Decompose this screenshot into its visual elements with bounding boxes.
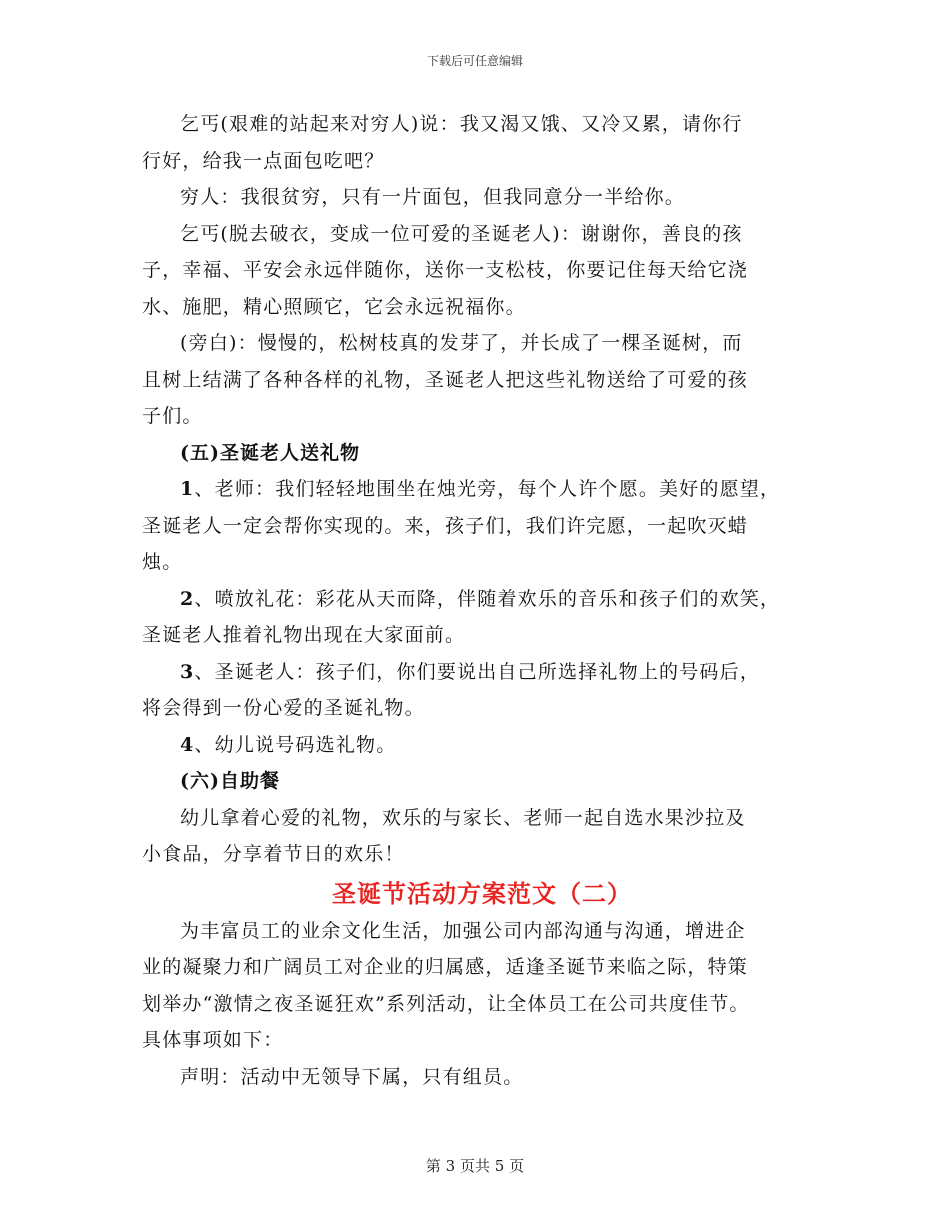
item-text: 、老师：我们轻轻地围坐在烛光旁，每个人许个愿。美好的愿望，: [194, 478, 781, 500]
paragraph-line: 穷人：我很贫穷，只有一片面包，但我同意分一半给你。: [180, 186, 686, 208]
paragraph-line: 划举办“激情之夜圣诞狂欢”系列活动，让全体员工在公司共度佳节。: [142, 992, 750, 1015]
paragraph-line: 子们。: [142, 405, 203, 427]
paragraph-line: 为丰富员工的业余文化生活，加强公司内部沟通与沟通，增进企: [180, 919, 746, 942]
paragraph: [142, 179, 822, 216]
paragraph-line: 小食品，分享着节日的欢乐！: [142, 843, 405, 865]
item-number: 4: [180, 733, 195, 756]
paragraph-line: 烛。: [142, 551, 183, 573]
paragraph-line: 乞丐(艰难的站起来对穷人)说：我又渴又饿、又冷又累，请你行: [180, 113, 743, 135]
document-body: [142, 106, 822, 1095]
paragraph-line: 行好，给我一点面包吃吧？: [142, 149, 385, 172]
paragraph-line: 子，幸福、平安会永远伴随你，送你一支松枝，你要记住每天给它浇: [142, 259, 749, 281]
item-text: 、圣诞老人：孩子们，你们要说出自己所选择礼物上的号码后，: [194, 660, 761, 683]
paragraph-line: 水、施肥，精心照顾它，它会永远祝福你。: [142, 295, 526, 318]
item-number: 1: [180, 478, 195, 500]
list-item: [142, 727, 822, 764]
paragraph-line: 圣诞老人推着礼物出现在大家面前。: [142, 624, 466, 646]
paragraph-line: 乞丐(脱去破衣，变成一位可爱的圣诞老人)：谢谢你，善良的孩: [180, 222, 743, 245]
page-header: 下载后可任意编辑: [426, 54, 523, 68]
item-number: 3: [180, 660, 195, 683]
paragraph-line: 幼儿拿着心爱的礼物，欢乐的与家长、老师一起自选水果沙拉及: [180, 806, 746, 829]
item-number: 2: [180, 587, 195, 610]
page-footer: 第 3 页共 5 页: [425, 1157, 525, 1175]
paragraph-line: [142, 471, 822, 508]
item-text: 、喷放礼花：彩花从天而降，伴随着欢乐的音乐和孩子们的欢笑，: [194, 587, 781, 610]
paragraph: [142, 1059, 822, 1096]
paragraph-line: 且树上结满了各种各样的礼物，圣诞老人把这些礼物送给了可爱的孩: [142, 368, 749, 391]
paragraph-line: [142, 727, 822, 764]
paragraph-line: [142, 654, 822, 691]
section-title: 圣诞节活动方案范文（二）: [332, 878, 632, 908]
paragraph: [142, 325, 822, 435]
paragraph: [142, 106, 822, 179]
list-item: [142, 471, 822, 581]
paragraph-line: 业的凝聚力和广阔员工对企业的归属感，适逢圣诞节来临之际，特策: [142, 956, 749, 978]
paragraph-line: 将会得到一份心爱的圣诞礼物。: [142, 697, 425, 719]
paragraph-line: (旁白)：慢慢的，松树枝真的发芽了，并长成了一棵圣诞树，而: [180, 332, 743, 354]
item-text: 、幼儿说号码选礼物。: [194, 733, 397, 756]
paragraph: [142, 913, 822, 1059]
paragraph: [142, 216, 822, 326]
list-item: [142, 654, 822, 727]
paragraph: [142, 800, 822, 873]
paragraph-line: 圣诞老人一定会帮你实现的。来，孩子们，我们许完愿，一起吹灭蜡: [142, 514, 749, 537]
section-heading: (六)自助餐: [180, 770, 280, 792]
list-item: [142, 581, 822, 654]
paragraph-line: 声明：活动中无领导下属，只有组员。: [180, 1065, 524, 1088]
paragraph-line: 具体事项如下：: [142, 1029, 284, 1051]
paragraph-line: [142, 581, 822, 618]
section-heading: (五)圣诞老人送礼物: [180, 441, 360, 464]
